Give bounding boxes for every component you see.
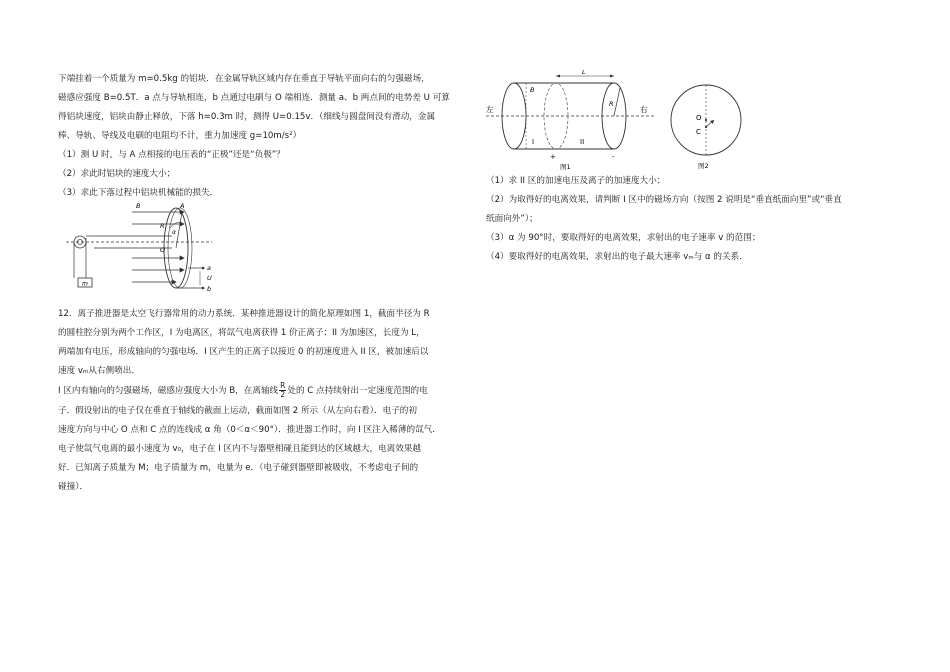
q11-intro-line-4: 棒、导轨、导线及电刷的电阻均不计，重力加速度 g=10m/s²） (58, 131, 302, 141)
q12-line-1: 12．离子推进器是太空飞行器常用的动力系统．某种推进器设计的简化原理如图 1，截面半径为 R (58, 309, 430, 319)
q12-line-5-after: 处的 C 点持续射出一定速度范围的电 (287, 386, 428, 396)
q11-fig-label-alpha: α (172, 229, 176, 236)
q12-line-10: 碰撞）． (58, 482, 89, 492)
q12-fig1-label-L: L (582, 70, 586, 76)
q11-fig-label-U: U (207, 274, 212, 282)
q12-line-9: 好．已知离子质量为 M；电子质量为 m，电量为 e．（电子碰到器壁即被吸收，不考虑电子间的 (58, 463, 419, 473)
q12-question-1: （1）求 II 区的加速电压及离子的加速度大小； (486, 176, 666, 186)
q11-fig-label-R: R (160, 222, 165, 230)
q11-intro-line-2: 磁感应强度 B=0.5T．a 点与导轨相连，b 点通过电刷与 O 端相连．测量 a、b 两点间的电势差 U 可算 (58, 93, 450, 103)
q11-intro-line-3: 得铝块速度，铝块由静止释放，下落 h=0.3m 时，测得 U=0.15v．（细线与圆盘间没有滑动，金属 (58, 112, 436, 122)
q12-figure-2 (668, 82, 748, 172)
q11-fig-label-A: A (180, 202, 185, 210)
q12-fig1-label-minus: - (612, 153, 615, 161)
q12-fig1-label-R: R (609, 100, 614, 108)
q12-fig1-caption: 图1 (560, 163, 571, 170)
q11-intro-line-1: 下端挂着一个质量为 m=0.5kg 的铝块．在金属导轨区域内存在垂直于导轨平面向右的匀强磁场， (58, 74, 430, 84)
q12-line-3: 两端加有电压，形成轴向的匀强电场．I 区产生的正离子以接近 0 的初速度进入 II 区，被加速后以 (58, 347, 429, 357)
q12-fig2-caption: 图2 (698, 162, 709, 170)
q11-question-1: （1）测 U 时，与 A 点相接的电压表的“正极”还是“负极”？ (58, 150, 285, 160)
q12-fig1-label-I: I (532, 138, 535, 146)
q11-question-2: （2）求此时铝块的速度大小； (58, 169, 176, 179)
q12-line-5 (58, 381, 468, 402)
q12-line-6: 子．假设射出的电子仅在垂直于轴线的截面上运动，截面如图 2 所示（从左向右看）．电子的初 (58, 406, 417, 416)
q11-question-3: （3）求此下落过程中铝块机械能的损失． (58, 188, 219, 198)
q11-fig-label-O: O (160, 246, 166, 254)
q12-fig2-label-O: O (696, 114, 702, 122)
q12-fig1-label-plus: + (550, 153, 556, 161)
q12-line-8: 电子使氙气电离的最小速度为 v₀，电子在 I 区内不与器壁相碰且能到达的区域越大，电离效果越 (58, 444, 422, 454)
q12-line-5-before: I 区内有轴向的匀强磁场，磁感应强度大小为 B，在离轴线 (58, 386, 279, 396)
left-column (58, 70, 463, 203)
q11-fig-label-b: b (207, 285, 212, 293)
q12-fig1-label-left: 左 (486, 105, 494, 114)
q12-question-3: （3）α 为 90°时，要取得好的电离效果，求射出的电子速率 v 的范围； (486, 233, 761, 243)
q12-fig1-label-II: II (580, 138, 585, 146)
q11-fig-label-a: a (207, 264, 211, 272)
q12-line-4: 速度 vₘ从右侧喷出． (58, 366, 140, 376)
q12-question-4: （4）要取得好的电离效果，求射出的电子最大速率 vₘ与 α 的关系． (486, 252, 748, 262)
q12-question-2: （2）为取得好的电离效果，请判断 I 区中的磁场方向（按图 2 说明是“垂直纸面向里”或“垂直 (486, 195, 842, 205)
q12-question-2-cont: 纸面向外”）； (486, 214, 538, 224)
q12-line-7: 速度方向与中心 O 点和 C 点的连线成 α 角（0＜α＜90°）．推进器工作时，向 I 区注入稀薄的氙气． (58, 425, 441, 435)
q11-fig-label-m: m (82, 280, 88, 288)
q12-fig1-label-B: B (530, 86, 535, 94)
q12-fig2-label-C: C (696, 128, 701, 136)
q12-figure-1 (484, 70, 659, 170)
right-column (486, 172, 886, 267)
q12-text (58, 305, 468, 497)
q12-fraction-r-over-2: $\frac{R}{2}$ (280, 381, 286, 399)
q11-fig-label-B: B (136, 202, 141, 210)
q12-line-2: 的圆柱腔分别为两个工作区，I 为电离区，将氙气电离获得 1 价正离子；II 为加速区，长度为 L， (58, 328, 425, 338)
q11-figure (62, 198, 222, 296)
q12-fig1-label-right: 右 (640, 105, 648, 114)
